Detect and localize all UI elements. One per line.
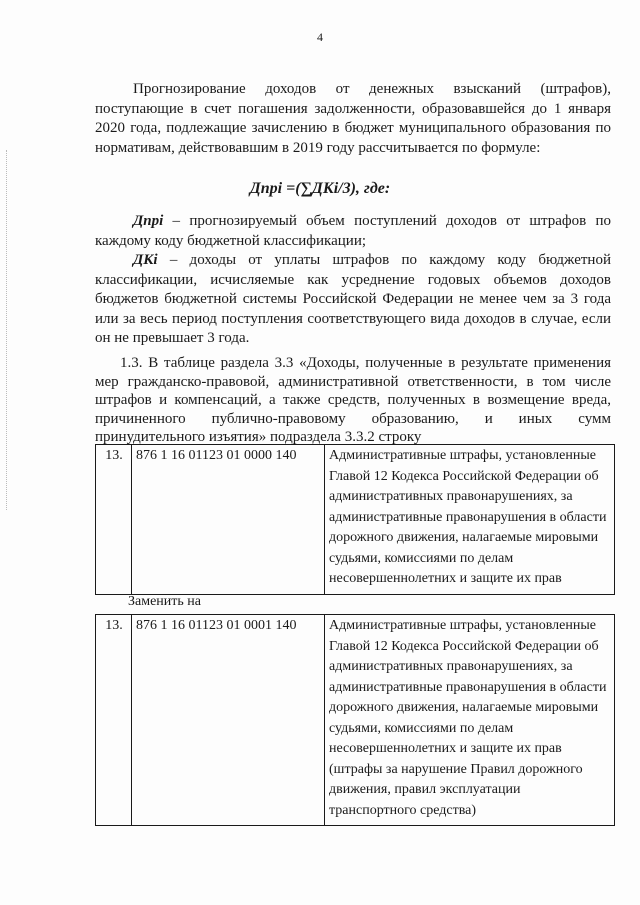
paragraph-1-3: 1.3. В таблице раздела 3.3 «Доходы, полученные в результате применения мер гражданско-правовой, административной ответственности, в том числе штрафов и компенсаций, а также средств, полученных в возмещение вреда, причиненного публично-правовому образованию, и иных сумм принудительного изъятия» подраздела 3.3.2 строку <box>95 355 611 445</box>
table-row <box>96 615 615 826</box>
table-row <box>96 445 615 595</box>
page-number: 4 <box>317 30 323 44</box>
budget-code-cell: 876 1 16 01123 01 0000 140 <box>132 445 325 595</box>
paragraph-forecast-intro: Прогнозирование доходов от денежных взысканий (штрафов), поступающие в счет погашения задолженности, образовавшейся до 1 января 2020 года, подлежащие зачислению в бюджет муниципального образования по нормативам, действовавшим в 2019 году рассчитывается по формуле: <box>95 81 611 156</box>
definition-dpri <box>95 212 611 251</box>
replace-label: Заменить на <box>128 594 201 609</box>
income-name-cell: Административные штрафы, установленные Главой 12 Кодекса Российской Федерации об административных правонарушениях, за административные правонарушения в области дорожного движения, налагаемые мировыми судьями, комиссиями по делам несовершеннолетних и защите их прав <box>325 445 615 595</box>
scan-margin-artifact <box>6 150 8 510</box>
definition-text: – доходы от уплаты штрафов по каждому коду бюджетной классификации, исчисляемые как усреднение годовых объемов доходов бюджетов бюджетной системы Российской Федерации не менее чем за 3 года или за весь период поступления соответствующего вида доходов в случае, если он не превышает 3 года. <box>95 252 611 346</box>
income-name-cell: Административные штрафы, установленные Главой 12 Кодекса Российской Федерации об административных правонарушениях, за административные правонарушения в области дорожного движения, налагаемые мировыми судьями, комиссиями по делам несовершеннолетних и защите их прав (штрафы за нарушение Правил дорожного движения, правил эксплуатации транспортного средства) <box>325 615 615 826</box>
table-new-row <box>95 614 615 826</box>
formula: Дпрi =(∑ДКi/3), где: <box>249 180 391 197</box>
definition-term: ДКi <box>133 252 158 268</box>
row-number-cell: 13. <box>96 445 132 595</box>
budget-code-cell: 876 1 16 01123 01 0001 140 <box>132 615 325 826</box>
definition-text: – прогнозируемый объем поступлений доходов от штрафов по каждому коду бюджетной классификации; <box>95 213 611 249</box>
definition-dki <box>95 251 611 349</box>
table-old-row <box>95 444 615 595</box>
row-number-cell: 13. <box>96 615 132 826</box>
definition-term: Дпрi <box>133 213 164 229</box>
